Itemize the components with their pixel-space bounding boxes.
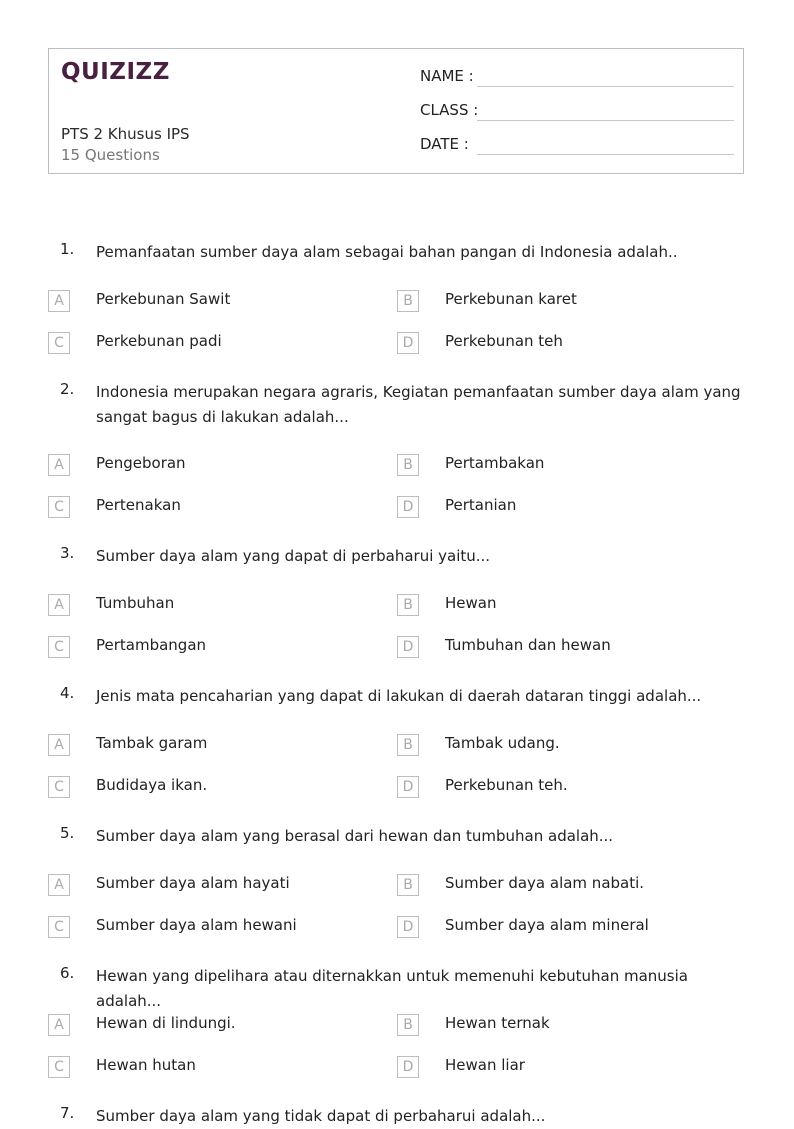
option-b-box: B bbox=[397, 734, 419, 756]
option-a-text: Hewan di lindungi. bbox=[96, 1014, 236, 1032]
option-a-box: A bbox=[48, 734, 70, 756]
question-number: 4. bbox=[60, 684, 75, 702]
question-text: Sumber daya alam yang dapat di perbaharui yaitu... bbox=[96, 547, 491, 565]
option-d-text: Tumbuhan dan hewan bbox=[445, 636, 611, 654]
option-b-box: B bbox=[397, 1014, 419, 1036]
question-count: 15 Questions bbox=[61, 146, 160, 164]
worksheet-header bbox=[48, 48, 744, 174]
option-c-box: C bbox=[48, 916, 70, 938]
option-b-box: B bbox=[397, 874, 419, 896]
option-d-text: Sumber daya alam mineral bbox=[445, 916, 649, 934]
name-line bbox=[477, 86, 734, 87]
class-field bbox=[420, 101, 734, 125]
option-b-box: B bbox=[397, 594, 419, 616]
option-d-text: Perkebunan teh bbox=[445, 332, 563, 350]
question-text: Pemanfaatan sumber daya alam sebagai bahan pangan di Indonesia adalah.. bbox=[96, 243, 678, 261]
option-c-box: C bbox=[48, 1056, 70, 1078]
option-a-text: Tambak garam bbox=[96, 734, 208, 752]
option-d-text: Pertanian bbox=[445, 496, 517, 514]
option-a-text: Pengeboran bbox=[96, 454, 186, 472]
quizizz-logo: QUIZIZZ bbox=[61, 59, 170, 85]
option-d-box: D bbox=[397, 636, 419, 658]
date-label: DATE : bbox=[420, 135, 469, 153]
question-number: 3. bbox=[60, 544, 75, 562]
option-d-text: Perkebunan teh. bbox=[445, 776, 568, 794]
option-c-box: C bbox=[48, 496, 70, 518]
question-text: Hewan yang dipelihara atau diternakkan untuk memenuhi kebutuhan manusia adalah... bbox=[96, 967, 688, 1010]
option-b-text: Hewan ternak bbox=[445, 1014, 550, 1032]
option-d-box: D bbox=[397, 776, 419, 798]
option-c-text: Perkebunan padi bbox=[96, 332, 222, 350]
question-number: 2. bbox=[60, 380, 75, 398]
option-c-text: Pertenakan bbox=[96, 496, 181, 514]
option-c-text: Sumber daya alam hewani bbox=[96, 916, 297, 934]
option-d-text: Hewan liar bbox=[445, 1056, 525, 1074]
question-text: Sumber daya alam yang berasal dari hewan dan tumbuhan adalah... bbox=[96, 827, 614, 845]
option-b-text: Tambak udang. bbox=[445, 734, 560, 752]
class-line bbox=[477, 120, 734, 121]
question-text: Sumber daya alam yang tidak dapat di perbaharui adalah... bbox=[96, 1107, 546, 1125]
option-b-text: Pertambakan bbox=[445, 454, 545, 472]
option-a-box: A bbox=[48, 290, 70, 312]
option-c-text: Pertambangan bbox=[96, 636, 207, 654]
option-a-text: Tumbuhan bbox=[96, 594, 175, 612]
question-number: 1. bbox=[60, 240, 75, 258]
option-b-text: Sumber daya alam nabati. bbox=[445, 874, 645, 892]
option-a-box: A bbox=[48, 1014, 70, 1036]
option-c-text: Budidaya ikan. bbox=[96, 776, 208, 794]
question-number: 7. bbox=[60, 1104, 75, 1122]
option-a-box: A bbox=[48, 594, 70, 616]
date-field bbox=[420, 135, 734, 159]
option-a-text: Perkebunan Sawit bbox=[96, 290, 231, 308]
name-label: NAME : bbox=[420, 67, 474, 85]
option-b-text: Perkebunan karet bbox=[445, 290, 577, 308]
option-d-box: D bbox=[397, 1056, 419, 1078]
class-label: CLASS : bbox=[420, 101, 479, 119]
option-c-box: C bbox=[48, 332, 70, 354]
option-c-box: C bbox=[48, 636, 70, 658]
option-d-box: D bbox=[397, 916, 419, 938]
option-a-box: A bbox=[48, 454, 70, 476]
option-a-text: Sumber daya alam hayati bbox=[96, 874, 290, 892]
option-b-box: B bbox=[397, 290, 419, 312]
option-b-box: B bbox=[397, 454, 419, 476]
option-d-box: D bbox=[397, 496, 419, 518]
question-number: 5. bbox=[60, 824, 75, 842]
question-number: 6. bbox=[60, 964, 75, 982]
question-text: Indonesia merupakan negara agraris, Kegiatan pemanfaatan sumber daya alam yang sangat bagus di lakukan adalah... bbox=[96, 383, 741, 426]
date-line bbox=[477, 154, 734, 155]
option-a-box: A bbox=[48, 874, 70, 896]
option-b-text: Hewan bbox=[445, 594, 497, 612]
option-d-box: D bbox=[397, 332, 419, 354]
worksheet-title: PTS 2 Khusus IPS bbox=[61, 125, 190, 143]
name-field bbox=[420, 67, 734, 91]
question-text: Jenis mata pencaharian yang dapat di lakukan di daerah dataran tinggi adalah... bbox=[96, 687, 702, 705]
option-c-box: C bbox=[48, 776, 70, 798]
option-c-text: Hewan hutan bbox=[96, 1056, 196, 1074]
